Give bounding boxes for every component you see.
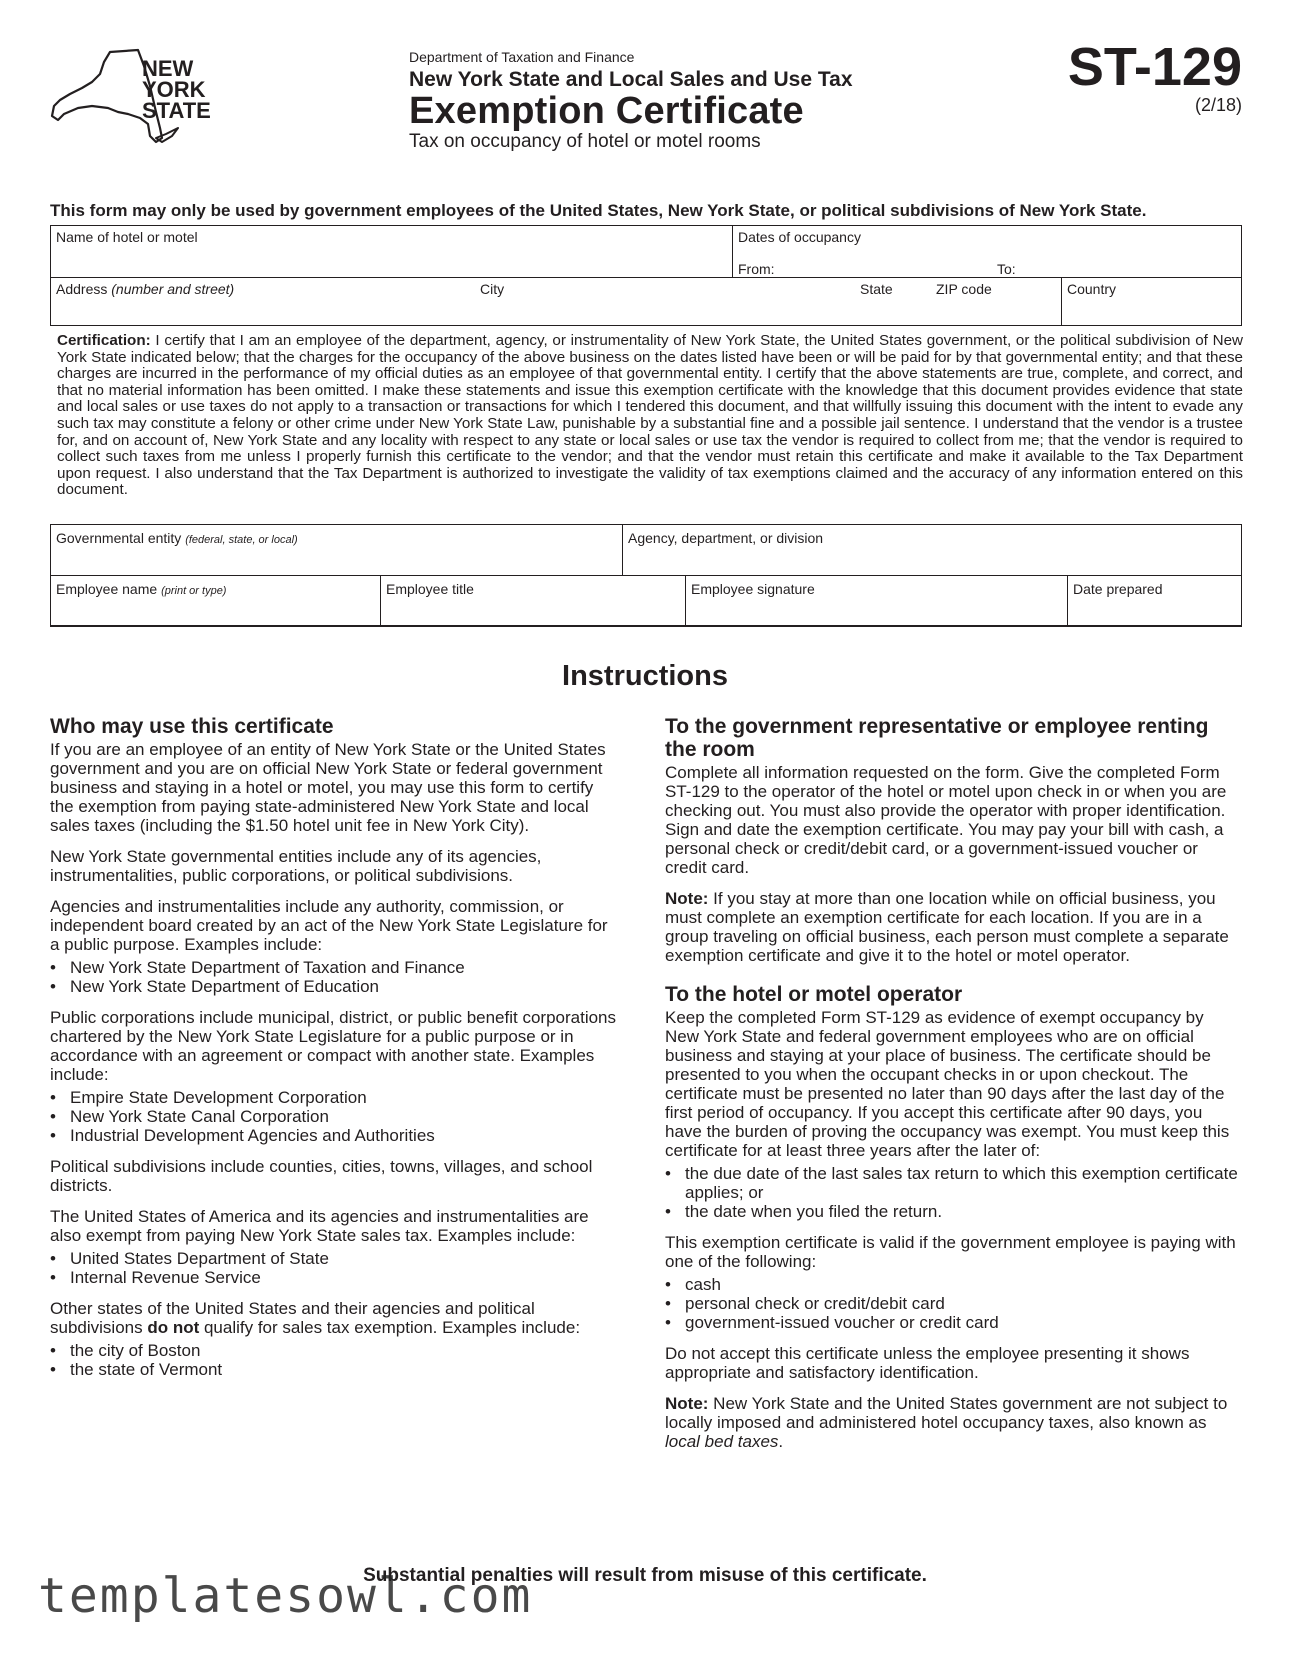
address-label-text: Address: [56, 281, 108, 297]
from-date-field[interactable]: [782, 257, 986, 279]
list-item: • the state of Vermont: [50, 1360, 620, 1379]
employee-instructions-heading: To the government representative or employee renting the room: [665, 715, 1209, 761]
list-item: • personal check or credit/debit card: [665, 1294, 1241, 1313]
note-paragraph: [665, 1394, 1241, 1451]
address-field[interactable]: [56, 300, 480, 324]
instruction-paragraph: Keep the completed Form ST-129 as evidence of exempt occupancy by New York State and federal government employees who are on official business and staying at your place of business. The certificate should be presented to you when the occupant checks in or upon checkout. The certificate must be presented no later than 90 days after the last day of the first period of occupancy. If you accept this certificate after 90 days, you have the burden of proving the occupancy was exempt. You must keep this certificate for at least three years after the later of:: [665, 1008, 1230, 1160]
hotel-name-field[interactable]: [56, 248, 728, 274]
instruction-paragraph: New York State governmental entities include any of its agencies, instrumentalities, public corporations, or political subdivisions.: [50, 847, 542, 885]
state-field[interactable]: [860, 300, 934, 324]
logo-line-1: NEW: [142, 56, 194, 81]
note-paragraph: [665, 889, 1241, 965]
agency-examples-list: [50, 958, 620, 996]
list-item: • Empire State Development Corporation: [50, 1088, 620, 1107]
instruction-paragraph: The United States of America and its agencies and instrumentalities are also exempt from paying New York State sales tax. Examples include:: [50, 1207, 589, 1245]
col-divider: [732, 225, 733, 277]
instructions-right-column: [665, 715, 1241, 1463]
employee-signature-label: Employee signature: [691, 581, 815, 597]
list-item: • the date when you filed the return.: [665, 1202, 1241, 1221]
emphasis: local bed taxes: [665, 1432, 779, 1451]
usage-notice: This form may only be used by government employees of the United States, New York State, or political subdivisions of New York State.: [50, 201, 1147, 220]
instruction-paragraph: Public corporations include municipal, district, or public benefit corporations chartered by the New York State Legislature for a public purpose or in accordance with an agreement or compact with another state. Examples include:: [50, 1008, 617, 1084]
certification-body: I certify that I am an employee of the department, agency, or instrumentality of New York State, the United States government, or the political subdivision of New York State indicated below; that the charges for the occupancy of the above business on the dates listed have been or will be paid for by that governmental entity; and that these charges are incurred in the performance of my official duties as an employee of that governmental entity. I certify that the above statements are true, complete, and correct, and that no material information has been omitted. I make these statements and issue this exemption certificate with the knowledge that this document provides evidence that state and local sales or use taxes do not apply to a transaction or transactions for which I tendered this document, and that willfully issuing this document with the intent to evade any such tax may constitute a felony or other crime under New York State Law, punishable by a substantial fine and a possible jail sentence. I understand that the vendor is a trustee for, and on account of, New York State and any locality with respect to any state or local sales or use tax the vendor is required to collect from me; that the vendor is required to collect such taxes from me unless I properly furnish this certificate to the vendor; and that the vendor must retain this certificate and make it available to the Tax Department upon request. I also understand that the Tax Department is authorized to investigate the validity of tax exemptions claimed and the accuracy of any information entered on this document.: [57, 332, 1243, 499]
penalty-warning: Substantial penalties will result from misuse of this certificate.: [363, 1565, 927, 1586]
city-label: City: [480, 281, 505, 297]
certification-lead: Certification:: [57, 332, 151, 349]
row-divider: [50, 575, 1242, 576]
instruction-paragraph: Political subdivisions include counties, cities, towns, villages, and school districts.: [50, 1157, 593, 1195]
employee-signature-field[interactable]: [691, 598, 1065, 624]
zip-field[interactable]: [936, 300, 1058, 324]
employee-name-label: [56, 581, 226, 597]
col-divider: [380, 575, 381, 626]
non-qualifying-examples-list: [50, 1341, 620, 1379]
public-corporation-examples-list: [50, 1088, 620, 1145]
revision-date: (2/18): [1194, 95, 1242, 115]
gov-entity-field[interactable]: [56, 548, 620, 574]
instruction-paragraph: [50, 1299, 620, 1337]
employee-title-field[interactable]: [386, 598, 682, 624]
text-span: qualify for sales tax exemption. Examples include:: [199, 1318, 581, 1337]
col-divider: [1061, 277, 1062, 326]
list-item: • the city of Boston: [50, 1341, 620, 1360]
instruction-paragraph: Do not accept this certificate unless the employee presenting it shows appropriate and satisfactory identification.: [665, 1344, 1190, 1382]
federal-examples-list: [50, 1249, 620, 1287]
list-item: • government-issued voucher or credit card: [665, 1313, 1241, 1332]
instruction-paragraph: This exemption certificate is valid if the government employee is paying with one of the following:: [665, 1233, 1236, 1271]
state-label: State: [860, 281, 893, 297]
table-bottom-rule: [50, 625, 1242, 627]
agency-label: Agency, department, or division: [628, 530, 824, 546]
list-item: • Industrial Development Agencies and Authorities: [50, 1126, 620, 1145]
list-item: • Internal Revenue Service: [50, 1268, 620, 1287]
to-label: To:: [997, 261, 1016, 277]
instructions-left-column: [50, 715, 620, 1391]
certificate-subtitle: Tax on occupancy of hotel or motel rooms: [409, 131, 761, 152]
to-date-field[interactable]: [1022, 257, 1236, 279]
col-divider: [685, 575, 686, 626]
date-prepared-field[interactable]: [1073, 598, 1239, 624]
text-span: If you stay at more than one location while on official business, you must complete an exemption certificate for each location. If you are in a group traveling on official business, each person must complete a separate exemption certificate and give it to the hotel or motel operator.: [665, 889, 1229, 965]
text-span: .: [778, 1432, 784, 1451]
payment-methods-list: [665, 1275, 1241, 1332]
employee-name-field[interactable]: [56, 598, 378, 624]
department-name: Department of Taxation and Finance: [409, 49, 635, 65]
text-span: Other states of the United States and their agencies and political subdivisions: [50, 1299, 535, 1337]
hotel-name-label: Name of hotel or motel: [56, 229, 198, 245]
instruction-paragraph: If you are an employee of an entity of New York State or the United States government and you are on official New York State or federal government business and staying in a hotel or motel, you may use this form to certify the exemption from paying state-administered New York State and local sales taxes (including the $1.50 hotel unit fee in New York City).: [50, 740, 606, 835]
instruction-paragraph: Complete all information requested on the form. Give the completed Form ST-129 to the operator of the hotel or motel upon check in or when you are checking out. You must also provide the operator with proper identification. Sign and date the exemption certificate. You may pay your bill with cash, a personal check or credit/debit card, or a government-issued voucher or credit card.: [665, 763, 1227, 877]
instructions-heading: Instructions: [562, 660, 728, 692]
employee-title-label: Employee title: [386, 581, 474, 597]
address-hint: (number and street): [111, 281, 235, 297]
logo-line-3: STATE: [142, 98, 211, 123]
logo-line-2: YORK: [142, 77, 206, 102]
nys-outline-icon: [48, 46, 228, 156]
gov-entity-hint: (federal, state, or local): [185, 534, 298, 546]
zip-label: ZIP code: [936, 281, 992, 297]
certificate-title: Exemption Certificate: [409, 90, 804, 132]
date-prepared-label: Date prepared: [1073, 581, 1163, 597]
country-field[interactable]: [1067, 300, 1239, 324]
note-lead: Note:: [665, 1394, 709, 1413]
employee-name-label-text: Employee name: [56, 581, 158, 597]
list-item: • New York State Canal Corporation: [50, 1107, 620, 1126]
from-label: From:: [738, 261, 775, 277]
watermark: templatesowl.com: [38, 1568, 533, 1624]
emphasis: do not: [147, 1318, 200, 1337]
tax-title: New York State and Local Sales and Use Tax: [409, 68, 853, 91]
country-label: Country: [1067, 281, 1117, 297]
gov-entity-label: [56, 530, 298, 546]
who-may-use-heading: Who may use this certificate: [50, 715, 334, 738]
instruction-paragraph: Agencies and instrumentalities include any authority, commission, or independent board created by an act of the New York State Legislature for a public purpose. Examples include:: [50, 897, 608, 954]
note-lead: Note:: [665, 889, 709, 908]
gov-entity-label-text: Governmental entity: [56, 530, 182, 546]
list-item: • cash: [665, 1275, 1241, 1294]
address-label: [56, 281, 234, 297]
nys-logo: [48, 46, 228, 156]
list-item: • the due date of the last sales tax return to which this exemption certificate applies; or: [665, 1164, 1241, 1202]
dates-of-occupancy-label: Dates of occupancy: [738, 229, 861, 245]
form-number: ST-129: [1067, 37, 1242, 97]
list-item: • United States Department of State: [50, 1249, 620, 1268]
text-span: New York State and the United States government are not subject to locally imposed and administered hotel occupancy taxes, also known as: [665, 1394, 1228, 1432]
col-divider: [1067, 575, 1068, 626]
retention-list: [665, 1164, 1241, 1221]
city-field[interactable]: [480, 300, 854, 324]
list-item: • New York State Department of Taxation and Finance: [50, 958, 620, 977]
employee-name-hint: (print or type): [161, 585, 227, 597]
certification-statement: [57, 333, 1243, 499]
operator-instructions-heading: To the hotel or motel operator: [665, 983, 963, 1006]
list-item: • New York State Department of Education: [50, 977, 620, 996]
col-divider: [622, 524, 623, 575]
agency-field[interactable]: [628, 548, 1238, 574]
